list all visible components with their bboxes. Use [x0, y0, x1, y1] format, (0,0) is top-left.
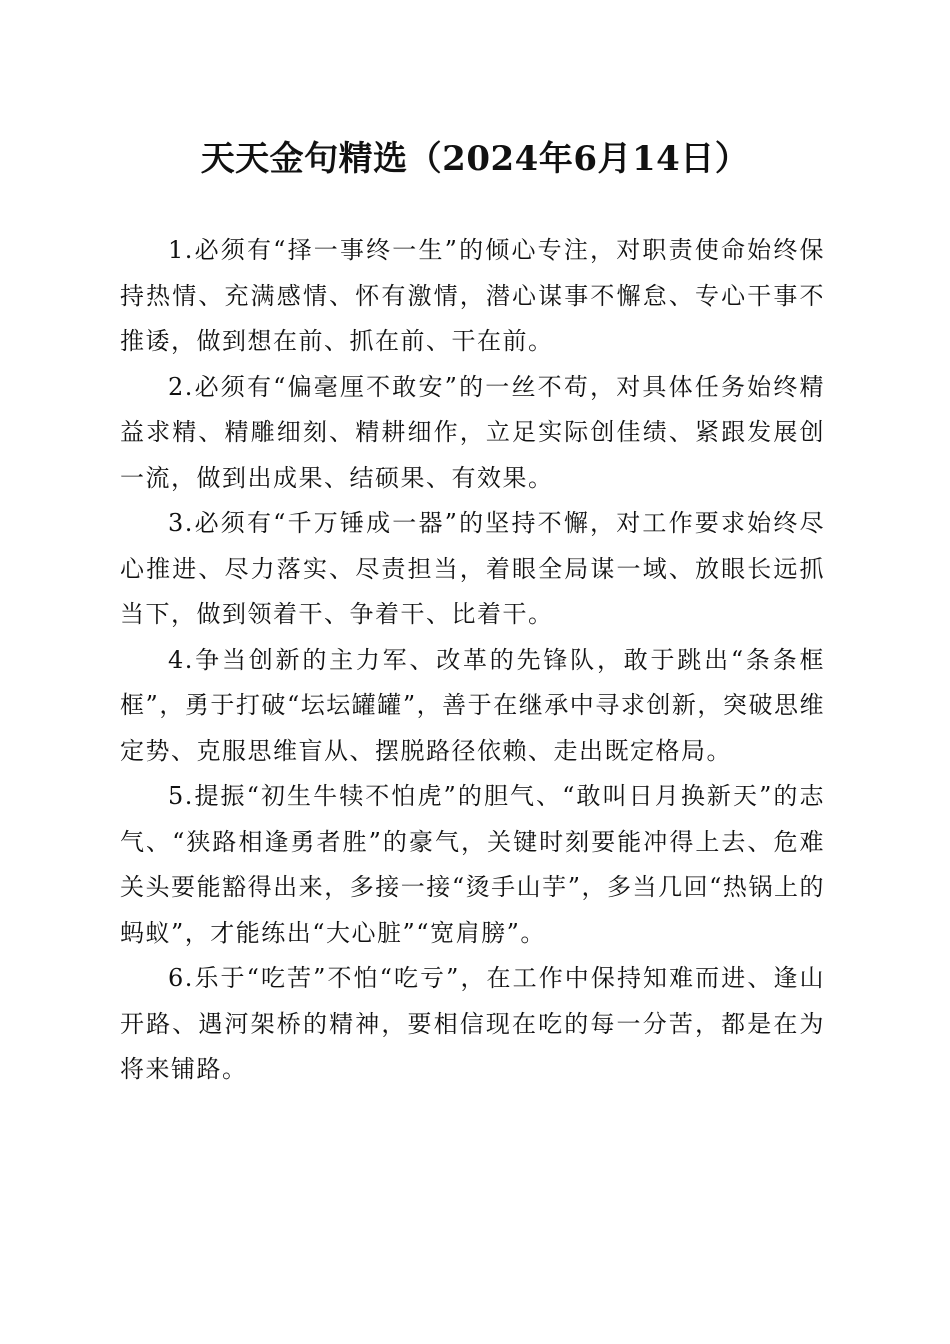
paragraph-6: 6.乐于“吃苦”不怕“吃亏”，在工作中保持知难而进、逢山开路、遇河架桥的精神，要相信现在吃的每一分苦，都是在为将来铺路。: [120, 964, 825, 1083]
paragraph-1: 1.必须有“择一事终一生”的倾心专注，对职责使命始终保持热情、充满感情、怀有激情，潜心谋事不懈怠、专心干事不推诿，做到想在前、抓在前、干在前。: [120, 236, 825, 355]
paragraph-4: 4.争当创新的主力军、改革的先锋队，敢于跳出“条条框框”，勇于打破“坛坛罐罐”，善于在继承中寻求创新，突破思维定势、克服思维盲从、摆脱路径依赖、走出既定格局。: [120, 645, 825, 765]
paragraph-5: 5.提振“初生牛犊不怕虎”的胆气、“敢叫日月换新天”的志气、“狭路相逢勇者胜”的豪气，关键时刻要能冲得上去、危难关头要能豁得出来，多接一接“烫手山芋”，多当几回“热锅上的蚂蚁”，才能练出“大心脏”“宽肩膀”。: [120, 782, 825, 947]
paragraph-3: 3.必须有“千万锤成一器”的坚持不懈，对工作要求始终尽心推进、尽力落实、尽责担当，着眼全局谋一域、放眼长远抓当下，做到领着干、争着干、比着干。: [120, 509, 825, 628]
page-title: 天天金句精选（2024年6月14日）: [200, 139, 750, 179]
paragraph-2: 2.必须有“偏毫厘不敢安”的一丝不苟，对具体任务始终精益求精、精雕细刻、精耕细作，立足实际创佳绩、紧跟发展创一流，做到出成果、结硕果、有效果。: [120, 372, 825, 492]
document-body: [120, 228, 825, 1093]
